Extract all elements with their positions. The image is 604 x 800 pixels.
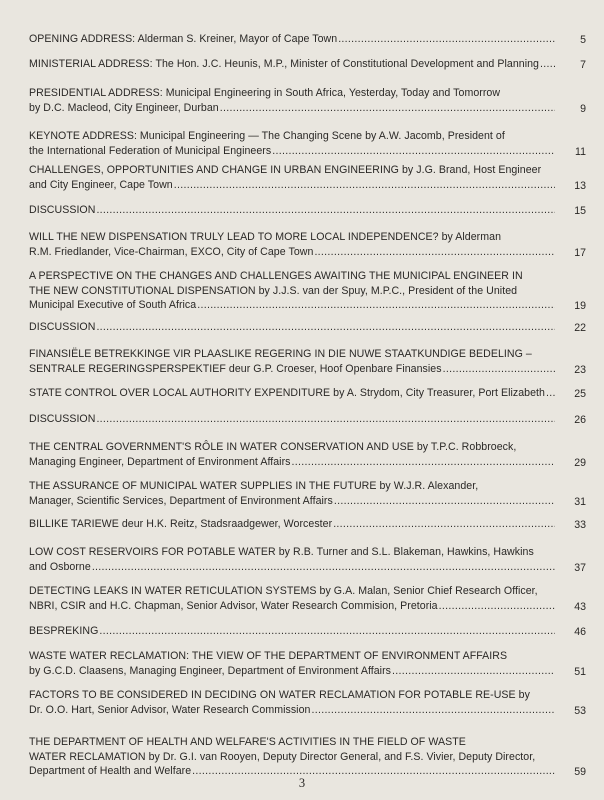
entry-title-line: Municipal Executive of South Africa: [29, 299, 197, 312]
toc-entry: [29, 57, 557, 72]
entry-title-line: LOW COST RESERVOIRS FOR POTABLE WATER by R.B. Turner and S.L. Blakeman, Hawkins, Hawkins: [29, 546, 534, 558]
toc-entry: [29, 517, 557, 532]
entry-title-line: NBRI, CSIR and H.C. Chapman, Senior Advisor, Water Research Commision, Pretoria: [29, 599, 438, 612]
dot-leader: [96, 412, 555, 427]
toc-entry: [29, 320, 557, 335]
dot-leader: [546, 386, 555, 401]
entry-title-line: WASTE WATER RECLAMATION: THE VIEW OF THE DEPARTMENT OF ENVIRONMENT AFFAIRS: [29, 650, 508, 662]
toc-entry: [29, 269, 557, 313]
entry-page-number: 7: [580, 59, 586, 71]
entry-page-number: 11: [575, 145, 586, 158]
entry-title-line: Department of Health and Welfare: [29, 765, 192, 778]
entry-title-line: DETECTING LEAKS IN WATER RETICULATION SYSTEMS by G.A. Malan, Senior Chief Research Officer,: [29, 585, 538, 597]
dot-leader: [338, 32, 555, 47]
entry-title-line: DISCUSSION: [29, 413, 96, 425]
dot-leader: [540, 57, 555, 72]
entry-title-line: WATER RECLAMATION by Dr. G.I. van Rooyen, Deputy Director General, and F.S. Vivier, Deputy Director,: [29, 750, 536, 763]
dot-leader: [92, 560, 555, 575]
entry-title-line: the International Federation of Municipal Engineers: [29, 144, 272, 157]
entry-title-line: SENTRALE REGERINGSPERSPEKTIEF deur G.P. Croeser, Hoof Openbare Finansies: [29, 362, 442, 375]
toc-entry: [29, 203, 557, 218]
entry-page-number: 53: [574, 704, 586, 717]
entry-title-line: OPENING ADDRESS: Alderman S. Kreiner, Mayor of Cape Town: [29, 33, 338, 45]
entry-title-line: and Osborne: [29, 560, 91, 573]
toc-entry: [29, 440, 557, 469]
entry-title-line: WILL THE NEW DISPENSATION TRULY LEAD TO MORE LOCAL INDEPENDENCE? by Alderman: [29, 231, 502, 243]
toc-entry: [29, 735, 557, 779]
toc-entry: [29, 412, 557, 427]
dot-leader: [220, 101, 555, 116]
entry-title-line: R.M. Friedlander, Vice-Chairman, EXCO, City of Cape Town: [29, 245, 314, 258]
dot-leader: [333, 517, 555, 532]
entry-title-line: THE CENTRAL GOVERNMENT'S RÔLE IN WATER CONSERVATION AND USE by T.P.C. Robbroeck,: [29, 441, 517, 453]
entry-title-line: PRESIDENTIAL ADDRESS: Municipal Engineering in South Africa, Yesterday, Today and Tomorrow: [29, 87, 501, 99]
toc-entry: [29, 129, 557, 158]
toc-entry: [29, 86, 557, 115]
entry-title-line: MINISTERIAL ADDRESS: The Hon. J.C. Heunis, M.P., Minister of Constitutional Development and Planning: [29, 58, 539, 70]
entry-page-number: 22: [574, 322, 586, 334]
toc-entry: [29, 688, 557, 717]
toc-entry: [29, 545, 557, 574]
entry-title-line: Dr. O.O. Hart, Senior Advisor, Water Research Commission: [29, 703, 311, 716]
dot-leader: [311, 703, 555, 718]
entry-page-number: 5: [580, 34, 586, 46]
entry-title-line: STATE CONTROL OVER LOCAL AUTHORITY EXPENDITURE by A. Strydom, City Treasurer, Port Elizabeth: [29, 387, 545, 399]
entry-page-number: 23: [574, 363, 586, 376]
entry-page-number: 15: [574, 205, 586, 217]
dot-leader: [314, 245, 555, 260]
entry-title-line: FINANSIËLE BETREKKINGE VIR PLAASLIKE REGERING IN DIE NUWE STAATKUNDIGE BEDELING –: [29, 348, 532, 360]
dot-leader: [192, 764, 555, 779]
dot-leader: [96, 320, 555, 335]
dot-leader: [197, 298, 555, 313]
entry-title-line: by D.C. Macleod, City Engineer, Durban: [29, 101, 219, 114]
entry-page-number: 59: [574, 766, 586, 779]
dot-leader: [292, 455, 555, 470]
entry-page-number: 17: [574, 246, 586, 259]
dot-leader: [174, 178, 555, 193]
entry-page-number: 51: [574, 665, 586, 678]
toc-entry: [29, 584, 557, 613]
toc-entry: [29, 649, 557, 678]
entry-page-number: 43: [574, 600, 586, 613]
toc-entry: [29, 386, 557, 401]
page-number: 3: [298, 776, 306, 790]
dot-leader: [99, 624, 555, 639]
entry-title-line: Manager, Scientific Services, Department of Environment Affairs: [29, 494, 333, 507]
dot-leader: [96, 203, 555, 218]
toc-entry: [29, 624, 557, 639]
entry-page-number: 37: [574, 561, 586, 574]
dot-leader: [392, 664, 555, 679]
toc-entry: [29, 163, 557, 192]
entry-page-number: 26: [574, 414, 586, 426]
dot-leader: [334, 494, 555, 509]
entry-title-line: BILLIKE TARIEWE deur H.K. Reitz, Stadsraadgewer, Worcester: [29, 518, 333, 530]
toc-entry: [29, 347, 557, 376]
entry-page-number: 46: [574, 626, 586, 638]
entry-title-line: FACTORS TO BE CONSIDERED IN DECIDING ON WATER RECLAMATION FOR POTABLE RE-USE by: [29, 689, 530, 701]
dot-leader: [439, 599, 555, 614]
entry-title-line: Managing Engineer, Department of Environment Affairs: [29, 455, 291, 468]
entry-page-number: 31: [574, 495, 586, 508]
entry-title-line: THE NEW CONSTITUTIONAL DISPENSATION by J.J.S. van der Spuy, M.P.C., President of the United: [29, 284, 518, 297]
entry-title-line: THE DEPARTMENT OF HEALTH AND WELFARE'S ACTIVITIES IN THE FIELD OF WASTE: [29, 736, 466, 748]
entry-page-number: 19: [574, 300, 586, 313]
entry-title-line: DISCUSSION: [29, 321, 96, 333]
dot-leader: [272, 144, 555, 159]
dot-leader: [443, 362, 555, 377]
entry-title-line: THE ASSURANCE OF MUNICIPAL WATER SUPPLIES IN THE FUTURE by W.J.R. Alexander,: [29, 480, 479, 492]
entry-title-line: BESPREKING: [29, 625, 99, 637]
toc-entry: [29, 230, 557, 259]
entry-title-line: DISCUSSION: [29, 204, 96, 216]
entry-page-number: 29: [574, 456, 586, 469]
entry-title-line: A PERSPECTIVE ON THE CHANGES AND CHALLENGES AWAITING THE MUNICIPAL ENGINEER IN: [29, 270, 523, 282]
entry-page-number: 9: [580, 102, 586, 115]
toc-entry: [29, 479, 557, 508]
entry-title-line: and City Engineer, Cape Town: [29, 178, 173, 191]
entry-page-number: 25: [574, 388, 586, 400]
entry-title-line: CHALLENGES, OPPORTUNITIES AND CHANGE IN URBAN ENGINEERING by J.G. Brand, Host Engineer: [29, 164, 542, 176]
entry-page-number: 33: [574, 519, 586, 531]
entry-page-number: 13: [574, 179, 586, 192]
entry-title-line: by G.C.D. Claasens, Managing Engineer, Department of Environment Affairs: [29, 664, 392, 677]
toc-entry: [29, 32, 557, 47]
entry-title-line: KEYNOTE ADDRESS: Municipal Engineering — The Changing Scene by A.W. Jacomb, President of: [29, 130, 505, 142]
